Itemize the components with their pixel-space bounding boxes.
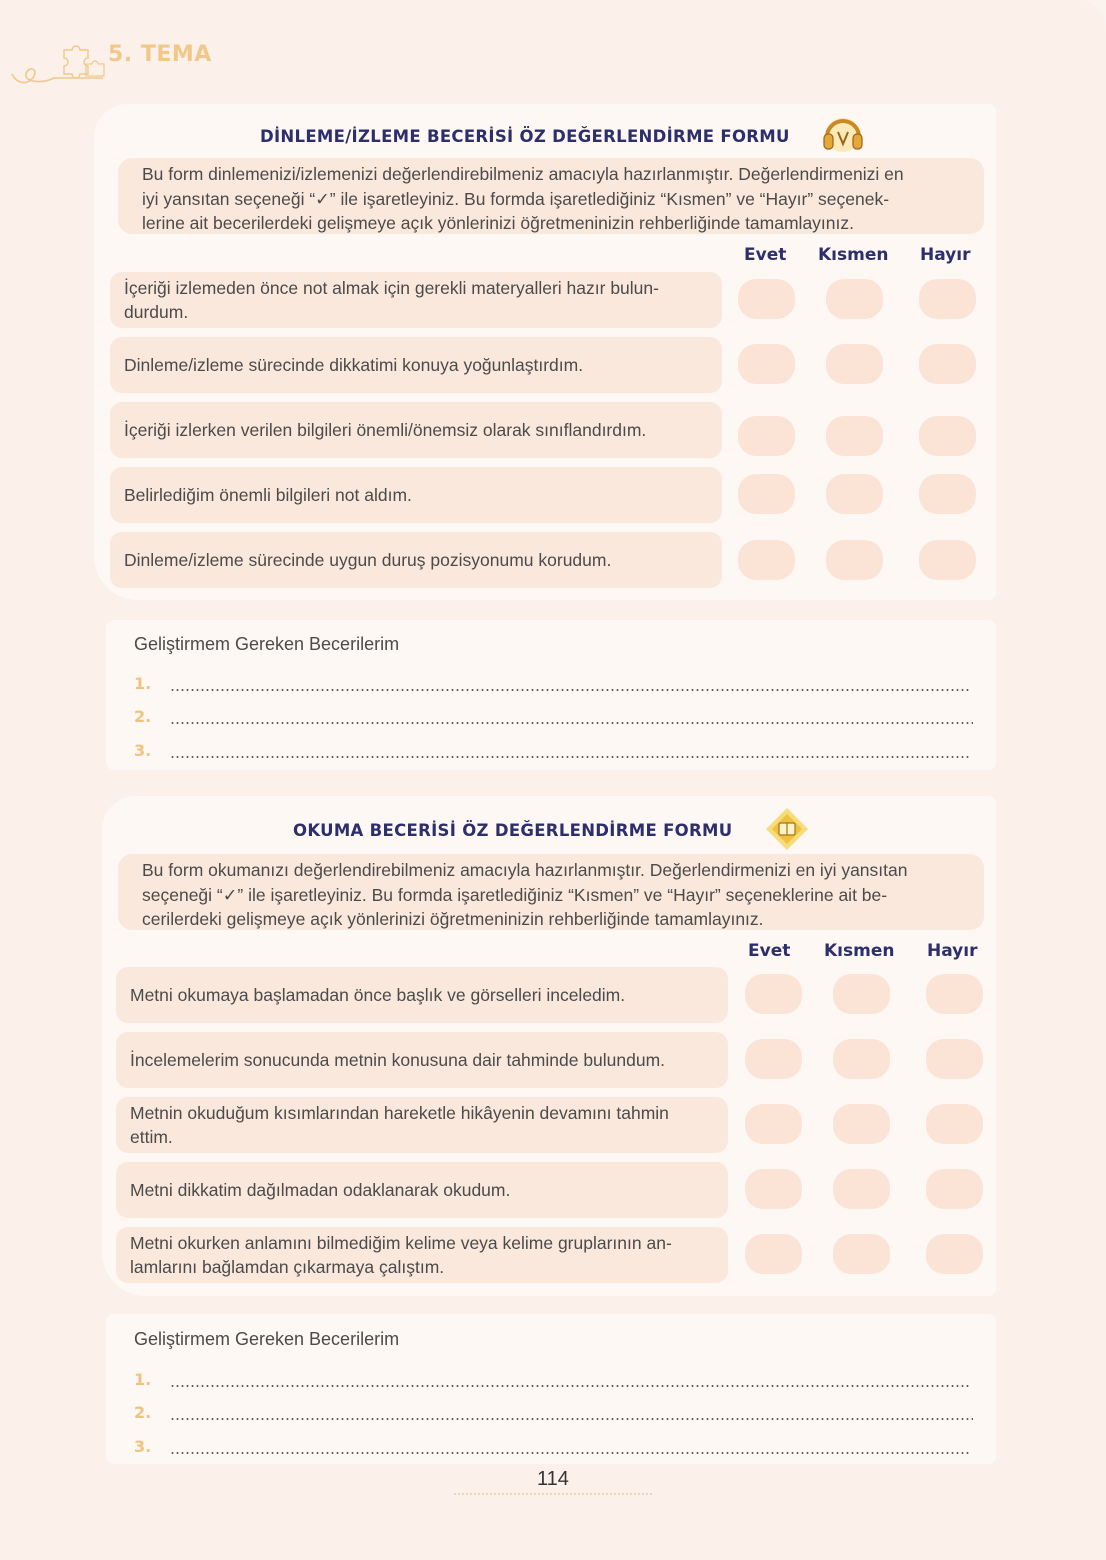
checkbox-evet[interactable] (738, 416, 795, 456)
listening-intro (118, 158, 984, 234)
item-text: Metnin okuduğum kısımlarından hareketle hikâyenin devamını tahmin (130, 1103, 669, 1123)
intro-line: Bu form dinlemenizi/izlemenizi değerlendirebilmeniz amacıyla hazırlanmıştır. Değerlendirmenizi en (142, 164, 904, 184)
headphones-icon (820, 110, 866, 156)
checkbox-evet[interactable] (738, 540, 795, 580)
item-text: ettim. (130, 1127, 173, 1147)
column-kismen: Kısmen (824, 941, 895, 961)
reading-item-3 (116, 1097, 728, 1153)
intro-line: iyi yansıtan seçeneği “✓” ile işaretleyiniz. Bu formda işaretlediğiniz “Kısmen” ve “Hayır” seçenek- (142, 188, 890, 209)
skills-title: Geliştirmem Gereken Becerilerim (134, 1329, 400, 1349)
checkbox-evet[interactable] (738, 474, 795, 514)
column-hayir: Hayır (920, 245, 971, 265)
skill-number: 2. (134, 1403, 152, 1422)
skill-input-line[interactable] (170, 689, 970, 691)
item-text: İncelemelerim sonucunda metnin konusuna dair tahminde bulundum. (130, 1050, 666, 1070)
checkbox-hayir[interactable] (919, 474, 976, 514)
reading-item-4 (116, 1162, 728, 1218)
checkbox-hayir[interactable] (926, 1169, 983, 1209)
checkbox-evet[interactable] (745, 1104, 802, 1144)
item-text: Metni okurken anlamını bilmediğim kelime veya kelime gruplarının an- (130, 1233, 672, 1253)
item-text: İçeriği izlerken verilen bilgileri önemli/önemsiz olarak sınıflandırdım. (124, 420, 647, 440)
intro-line: seçeneği “✓” ile işaretleyiniz. Bu formda işaretlediğiniz “Kısmen” ve “Hayır” seçeneklerine ait be- (142, 884, 888, 905)
checkbox-hayir[interactable] (926, 1104, 983, 1144)
checkbox-hayir[interactable] (919, 344, 976, 384)
column-kismen: Kısmen (818, 245, 889, 265)
item-text: Dinleme/izleme sürecinde dikkatimi konuya yoğunlaştırdım. (124, 355, 584, 375)
checkbox-evet[interactable] (745, 1234, 802, 1274)
column-evet: Evet (748, 941, 791, 961)
checkbox-kismen[interactable] (826, 279, 883, 319)
intro-line: cerilerdeki gelişmeye açık yönlerinizi öğretmeninizin rehberliğinde tamamlayınız. (142, 909, 764, 929)
checkbox-kismen[interactable] (833, 974, 890, 1014)
listening-item-2 (110, 337, 722, 393)
intro-line: Bu form okumanızı değerlendirebilmeniz amacıyla hazırlanmıştır. Değerlendirmenizi en iyi yansıtan (142, 860, 908, 880)
item-text: durdum. (124, 302, 189, 322)
checkbox-evet[interactable] (745, 1039, 802, 1079)
book-icon (764, 806, 810, 852)
intro-line: lerine ait becerilerdeki gelişmeye açık yönlerinizi öğretmeninizin rehberliğinde tamamlayınız. (142, 213, 854, 233)
checkbox-hayir[interactable] (919, 279, 976, 319)
checkbox-kismen[interactable] (833, 1104, 890, 1144)
reading-item-2 (116, 1032, 728, 1088)
checkbox-kismen[interactable] (833, 1169, 890, 1209)
item-text: Belirlediğim önemli bilgileri not aldım. (124, 485, 412, 505)
checkbox-kismen[interactable] (826, 474, 883, 514)
listening-item-3 (110, 402, 722, 458)
checkbox-evet[interactable] (745, 974, 802, 1014)
checkbox-hayir[interactable] (926, 974, 983, 1014)
skill-number: 1. (134, 674, 152, 693)
checkbox-kismen[interactable] (826, 344, 883, 384)
reading-intro (118, 854, 984, 930)
checkbox-evet[interactable] (738, 344, 795, 384)
column-hayir: Hayır (927, 941, 978, 961)
checkbox-hayir[interactable] (919, 416, 976, 456)
item-text: Dinleme/izleme sürecinde uygun duruş pozisyonumu korudum. (124, 550, 612, 570)
checkbox-kismen[interactable] (826, 416, 883, 456)
column-evet: Evet (744, 245, 787, 265)
listening-item-5 (110, 532, 722, 588)
skill-input-line[interactable] (170, 1452, 970, 1454)
checkbox-kismen[interactable] (833, 1039, 890, 1079)
reading-form-title: OKUMA BECERİSİ ÖZ DEĞERLENDİRME FORMU (293, 821, 733, 840)
item-text: Metni dikkatim dağılmadan odaklanarak okudum. (130, 1180, 511, 1200)
checkbox-kismen[interactable] (826, 540, 883, 580)
skills-title: Geliştirmem Gereken Becerilerim (134, 634, 400, 654)
page-number-divider (453, 1492, 653, 1496)
listening-form-title: DİNLEME/İZLEME BECERİSİ ÖZ DEĞERLENDİRME FORMU (260, 127, 790, 146)
item-text: Metni okumaya başlamadan önce başlık ve görselleri inceledim. (130, 985, 626, 1005)
skill-number: 3. (134, 1437, 152, 1456)
skill-number: 2. (134, 707, 152, 726)
checkbox-evet[interactable] (738, 279, 795, 319)
listening-item-1 (110, 272, 722, 328)
skill-input-line[interactable] (170, 756, 970, 758)
skill-input-line[interactable] (170, 1418, 973, 1420)
item-text: İçeriği izlemeden önce not almak için gerekli materyalleri hazır bulun- (124, 278, 659, 298)
skill-number: 3. (134, 741, 152, 760)
skill-input-line[interactable] (170, 1385, 970, 1387)
page-number: 114 (537, 1468, 569, 1490)
checkbox-hayir[interactable] (919, 540, 976, 580)
checkbox-hayir[interactable] (926, 1039, 983, 1079)
skill-input-line[interactable] (170, 722, 973, 724)
theme-title: 5. TEMA (108, 42, 212, 67)
reading-item-1 (116, 967, 728, 1023)
reading-item-5 (116, 1227, 728, 1283)
checkbox-hayir[interactable] (926, 1234, 983, 1274)
skill-number: 1. (134, 1370, 152, 1389)
listening-item-4 (110, 467, 722, 523)
checkbox-kismen[interactable] (833, 1234, 890, 1274)
checkbox-evet[interactable] (745, 1169, 802, 1209)
item-text: lamlarını bağlamdan çıkarmaya çalıştım. (130, 1257, 445, 1277)
